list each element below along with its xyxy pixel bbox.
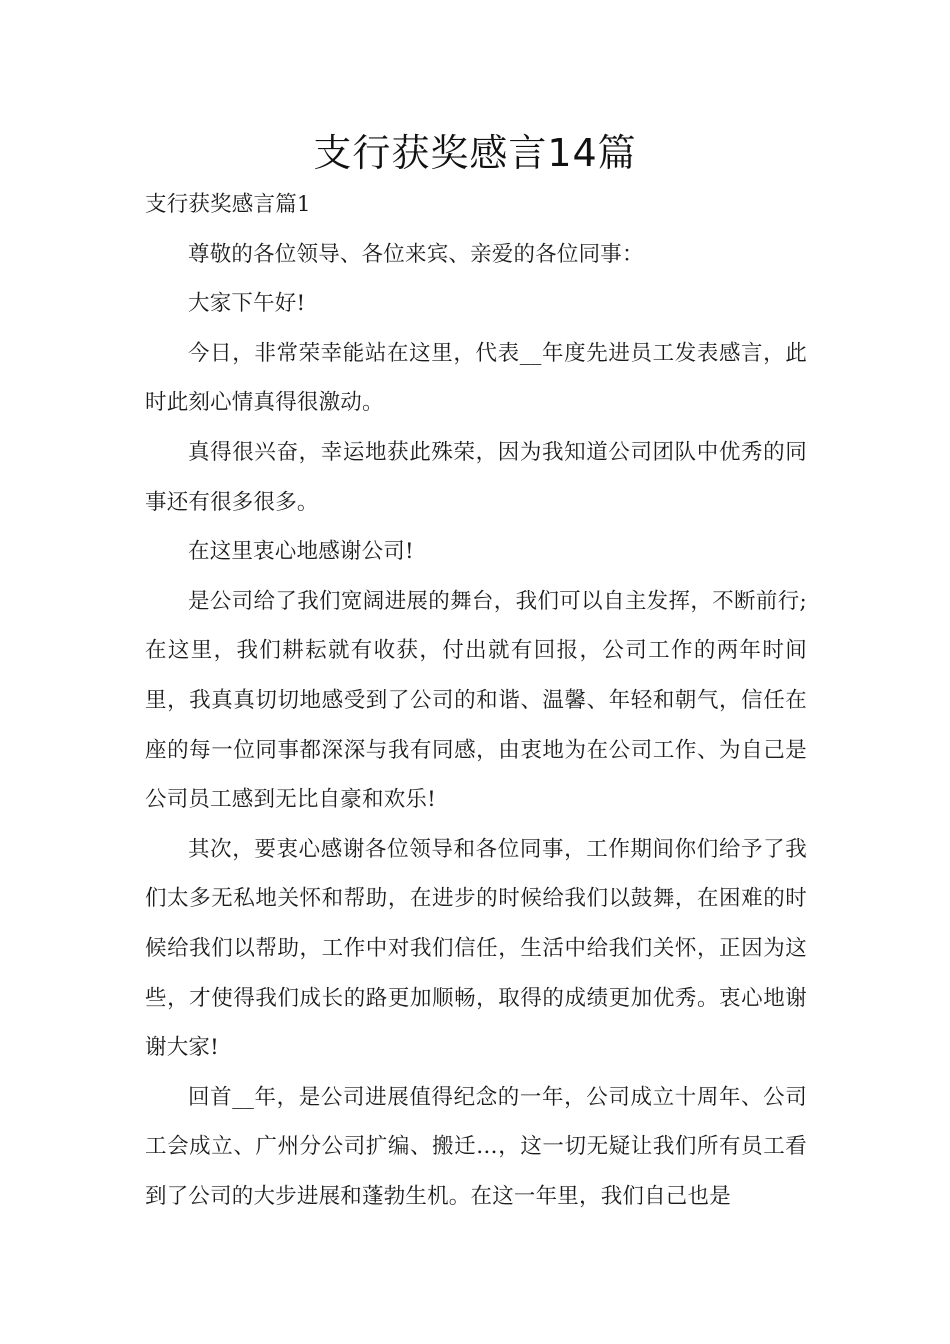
paragraph-stage: 是公司给了我们宽阔进展的舞台，我们可以自主发挥，不断前行;在这里，我们耕耘就有收获，付出就有回报，公司工作的两年时间里，我真真切切地感受到了公司的和谐、温馨、年轻和朝气，信任在座的每一位同事都深深与我有同感，由衷地为在公司工作、为自己是公司员工感到无比自豪和欢乐! — [145, 588, 807, 813]
paragraph-thanks-colleagues: 其次，要衷心感谢各位领导和各位同事，工作期间你们给予了我们太多无私地关怀和帮助，在进步的时候给我们以鼓舞，在困难的时候给我们以帮助，工作中对我们信任，生活中给我们关怀，正因为这些，才使得我们成长的路更加顺畅，取得的成绩更加优秀。衷心地谢谢大家! — [145, 836, 807, 1061]
document-body — [145, 180, 807, 1221]
document-title: 支行获奖感言14篇 — [313, 131, 637, 175]
paragraph-greeting: 尊敬的各位领导、各位来宾、亲爱的各位同事： — [188, 241, 644, 267]
paragraph-thanks-company: 在这里衷心地感谢公司! — [188, 539, 414, 565]
paragraph-review: 回首__年，是公司进展值得纪念的一年，公司成立十周年、公司工会成立、广州分公司扩编、搬迁…，这一切无疑让我们所有员工看到了公司的大步进展和蓬勃生机。在这一年里，我们自己也是 — [145, 1084, 807, 1209]
paragraph-hello: 大家下午好! — [188, 291, 306, 317]
paragraph-honor: 今日，非常荣幸能站在这里，代表__年度先进员工发表感言，此时此刻心情真得很激动。 — [145, 340, 807, 416]
paragraph-excited: 真得很兴奋，幸运地获此殊荣，因为我知道公司团队中优秀的同事还有很多很多。 — [145, 439, 807, 515]
section-title: 支行获奖感言篇1 — [145, 192, 311, 217]
